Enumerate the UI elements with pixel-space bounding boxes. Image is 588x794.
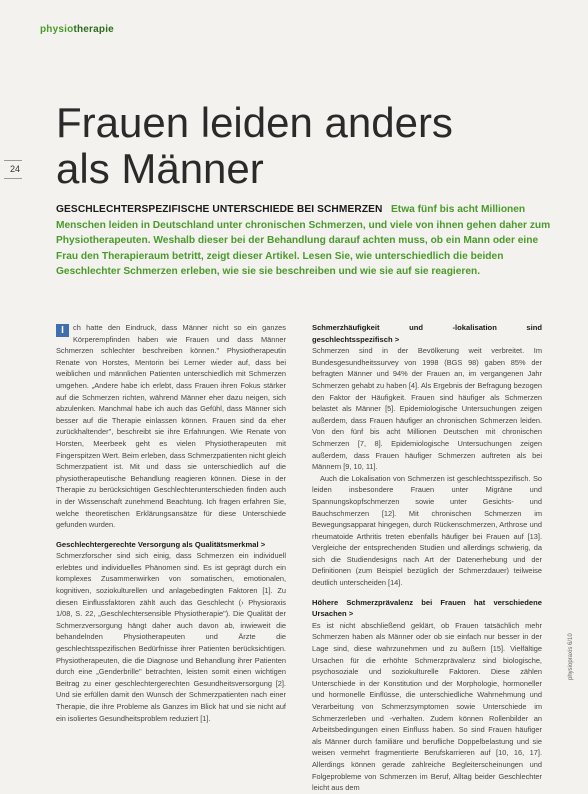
title-line-2: als Männer bbox=[56, 145, 264, 192]
section-label bbox=[40, 24, 114, 35]
dropcap: I bbox=[56, 324, 69, 337]
left-subheading: Geschlechtergerechte Versorgung als Qualitätsmerkmal > bbox=[56, 539, 266, 549]
issue-credit: physiopraxis 6/10 bbox=[568, 633, 574, 680]
right-paragraph-3: Es ist nicht abschließend geklärt, ob Frauen tatsächlich mehr Schmerzen haben als Männer oder ob sie einfach nur besser in der Lage sind, diese wahrzunehmen und zu äußern [15]. Vielfältige Ursachen für die erhöhte Schmerzprävalenz sind biologische, psychosoziale und soziokulturelle Faktoren. Diese zählen Unterschiede in der Konstitution und der Morphologie, hormoneller und hormonelle Einflüsse, die unterschiedliche Wahrnehmung und Verarbeitung von Schmerzsymptomen sowie Unterschiede im Schmerzerleben und -verhalten. Zudem können Rollenbilder an Arbeitsbedingungen einen Einfluss haben. So sind Frauen häufiger als Männer durch familiäre und berufliche Doppelbelastung und sie weisen vermehrt fragmentierte Berufskarrieren auf [10, 16, 17]. Allerdings können gerade zahlreiche Begleiterscheinungen und Folgeprobleme von Schmerzen im Beruf, Alltag beider Geschlechter leicht aus dem bbox=[312, 620, 542, 793]
right-subheading-2: Höhere Schmerzprävalenz bei Frauen hat verschiedene Ursachen > bbox=[312, 597, 542, 619]
left-paragraph-1 bbox=[56, 322, 286, 531]
left-paragraph-1-text: ch hatte den Eindruck, dass Männer nicht so ein ganzes Körperempfinden haben wie Frauen und dass Männer Schmerzen schlechter beschreiben können." Physiotherapeutin Renate von Horstes, Mentorin bei Lerner wieder auf, dass bei weiblichen und männlichen Patienten unterschiedlich mit Schmerzen umgehen. „Andere habe ich erlebt, dass Frauen ihren Fokus stärker auf die Schmerzen richten, während Männer eher dazu neigen, sich abzulenken. Manchmal habe ich auch das Gefühl, dass Männer sich besser auf die Therapie einlassen können. Frauen sind da eher zurückhaltender", beschreibt sie ihre Erfahrungen. Wie Renate von Horsten, Meerbeek geht es vielen Physiotherapeuten mit Fingerspitzen Wert. Beim erleben, dass Schmerzpatienten nicht gleich Schmerzpatient ist. Mit und dass sie unterschiedlich auf die physiotherapeutische Behandlung reagieren können. Diese in der Therapie zu berücksichtigen Geschlechterunterschieden finden auch in der Wissenschaft zunehmend Beachtung. Ich fragen erfahren Sie, welche theoretischen Erklärungsansätze für diese Unterschiede gefunden wurden. bbox=[56, 323, 286, 530]
left-paragraph-2: Schmerzforscher sind sich einig, dass Schmerzen ein individuell erlebtes und individuelles Phänomen sind. Es ist geprägt durch ein komplexes Zusammenwirken von somatischen, emotionalen, kognitiven, soziokulturellen und anlagebedingten Faktoren [1]. Zu diesen Einflussfaktoren zählt auch das Geschlecht (› Physioraxis 1/08, S. 22, „Geschlechtersensible Physiotherapie"). Die Qualität der Schmerzversorgung hängt daher auch davon ab, inwieweit die behandelnden Physiotherapeuten und Ärzte die geschlechtsspezifischen Bedürfnisse ihrer Patienten berücksichtigen. Physiotherapeuten, die die Diagnose und Behandlung ihrer Patienten durch eine „Genderbrille" betrachten, leisten somit einen wichtigen Beitrag zu einer geschlechtergerechten Gesundheitsversorgung [2]. Und sie erfüllen damit den Wunsch der Schmerzpatienten nach einer Therapie, die ihre Probleme als Ganzes im Blick hat und sie nicht auf ein isoliertes Gesundheitsproblem reduziert [1]. bbox=[56, 551, 286, 723]
title-line-1: Frauen leiden anders bbox=[56, 99, 453, 146]
right-paragraph-1: Schmerzen sind in der Bevölkerung weit verbreitet. Im Bundesgesundheitssurvey von 1998 (BGS 98) gaben 85% der befragten Männer und 94% der Frauen an, im vergangenen Jahr Schmerzen gehabt zu haben [4]. Als Ergebnis der Befragung bezogen den Faktor der Häufigkeit. Frauen sind häufiger als Schmerzen belastet als Männer [5]. Epidemiologische Untersuchungen zeigen außerdem, dass Frauen häufiger an chronischen Schmerzen leiden. Von den fünf bis acht Millionen Deutschen mit chronischen Schmerzen [7, 8]. Epidemiologische Untersuchungen zeigen außerdem, dass Frauen häufiger Schmerzen auftreten als bei Männern [9, 10, 11]. bbox=[312, 346, 542, 472]
body-column-right bbox=[312, 322, 542, 794]
lead-paragraph bbox=[56, 202, 556, 280]
right-paragraph-2: Auch die Lokalisation von Schmerzen ist geschlechtsspezifisch. So leiden insbesondere Frauen unter Migräne und Spannungskopfschmerzen sowie unter Gesichts- und Bauchschmerzen [12]. Mit chronischen Schmerzen im Bewegungsapparat hingegen, durch Rückenschmerzen, Arthrose und rheumatoide Arthritis treten ebenfalls häufiger bei Frauen auf [13]. Vergleiche der entsprechenden Studien und allerdings schwierig, da sich die Studiendesigns nach Art der Datenerhebung und der Definitionen (zum Beispiel bezüglich der Schmerzdauer) teilweise deutlich unterscheiden [14]. bbox=[312, 473, 542, 588]
body-column-left bbox=[56, 322, 286, 724]
section-label-suffix: therapie bbox=[73, 24, 114, 35]
page-number: 24 bbox=[10, 164, 21, 174]
lead-kicker: GESCHLECHTERSPEZIFISCHE UNTERSCHIEDE BEI SCHMERZEN bbox=[56, 204, 383, 215]
right-subheading-1: Schmerzhäufigkeit und -lokalisation sind geschlechtsspezifisch > bbox=[312, 323, 542, 344]
lead-text: Etwa fünf bis acht Millionen Menschen leiden in Deutschland unter chronischen Schmerzen, und viele von ihnen gehen daher zum Physiotherapeuten. Weshalb dieser bei der Behandlung darauf achten muss, ob ein Mann oder eine Frau den Therapieraum betritt, zeigt dieser Artikel. Lesen Sie, wie unterschiedlich die beiden Geschlechter Schmerzen erleben, wie sie sie beschreiben und wie sie auf sie reagieren. bbox=[56, 204, 551, 277]
margin-tick-bottom bbox=[4, 178, 22, 179]
article-title bbox=[56, 100, 536, 192]
section-label-prefix: physio bbox=[40, 24, 74, 35]
margin-tick-top bbox=[4, 160, 22, 161]
